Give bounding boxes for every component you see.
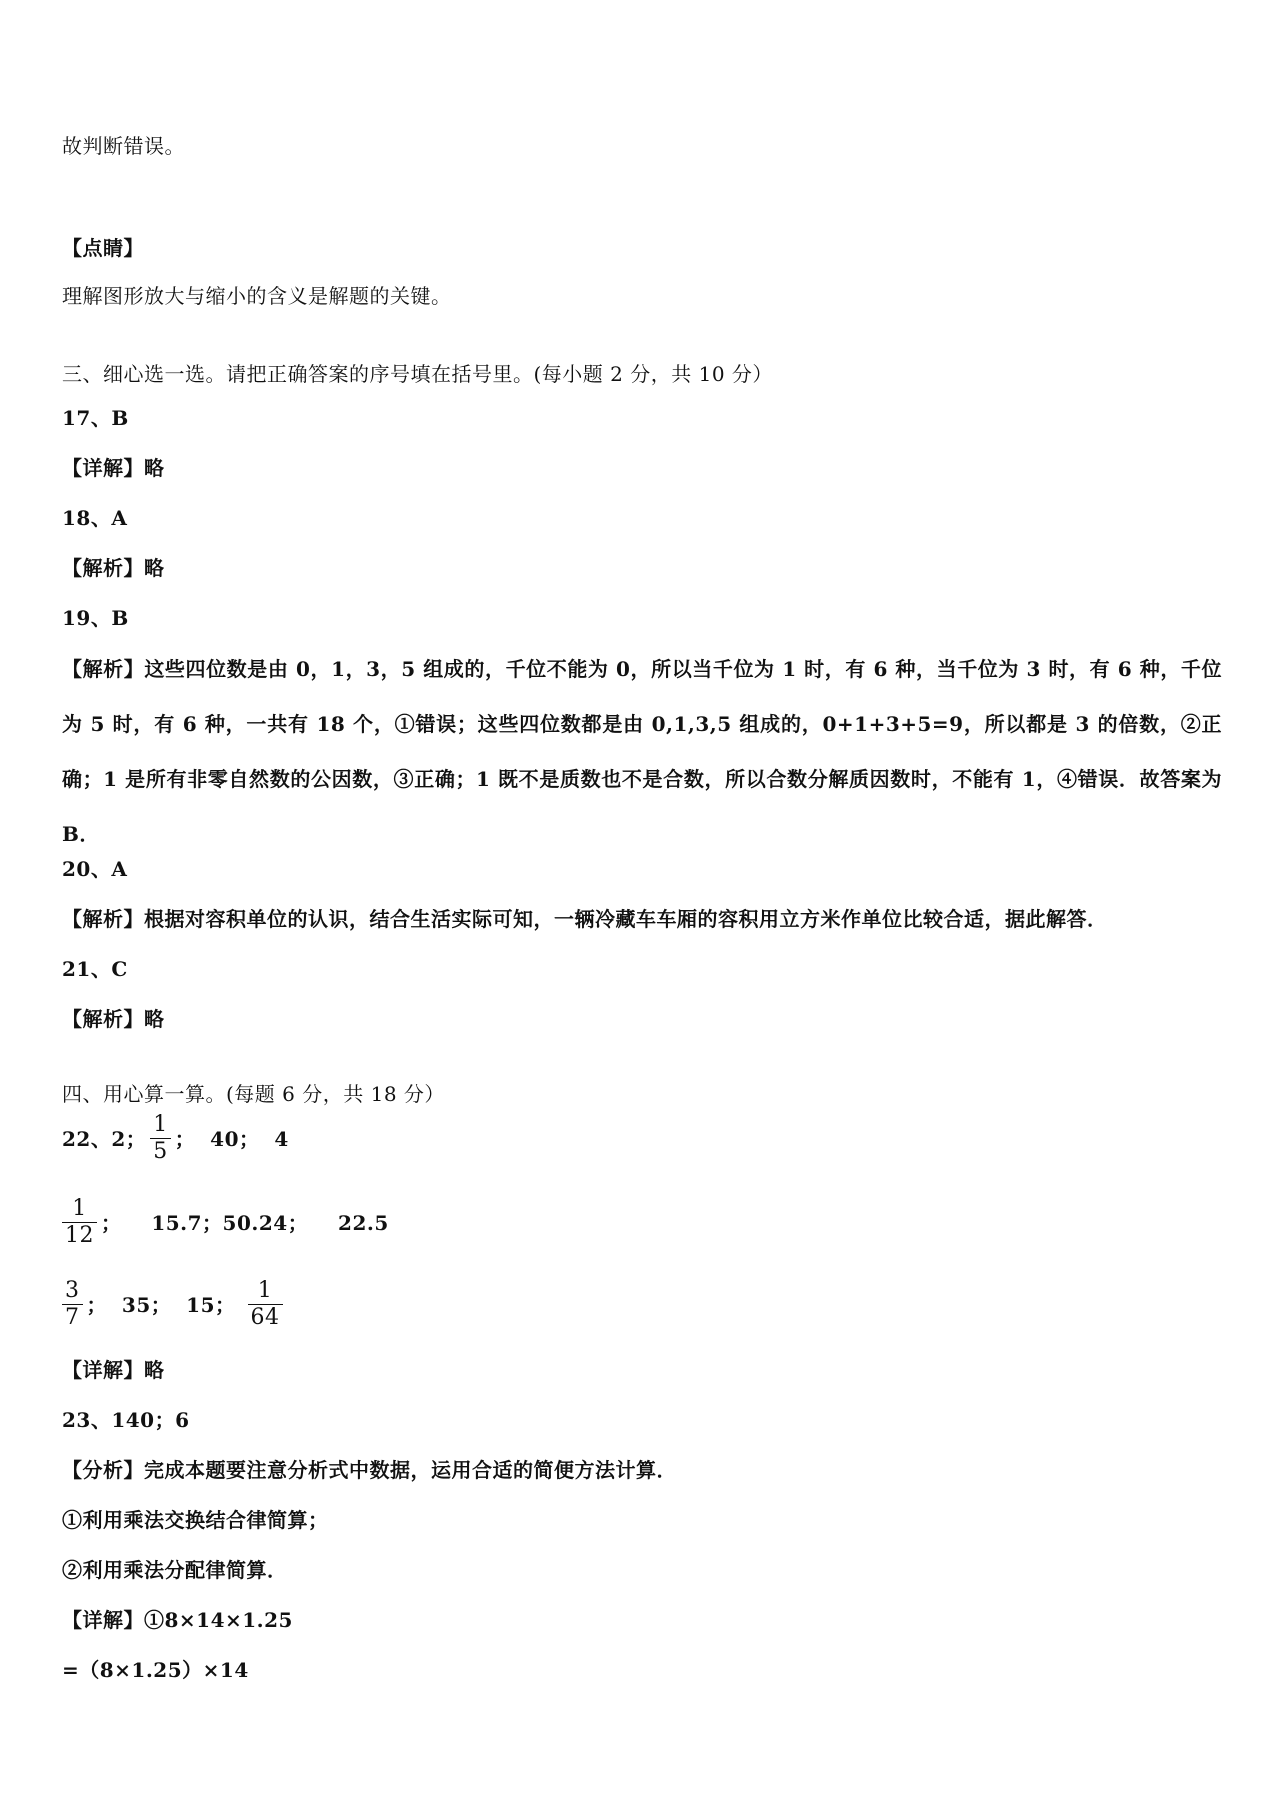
q22-rest1: ； 40； 4 [174, 1126, 289, 1151]
q22-fraction-4-den: 64 [250, 1305, 280, 1330]
q17-note: 【详解】略 [62, 456, 165, 480]
q22-row2 [62, 1196, 389, 1249]
q23-calc: =（8×1.25）×14 [62, 1658, 249, 1682]
q17-answer: 17、B [62, 406, 129, 430]
q21-note: 【解析】略 [62, 1007, 165, 1031]
q22-fraction-4-num: 1 [248, 1278, 283, 1305]
q22-fraction-3 [62, 1278, 83, 1331]
q21-answer: 21、C [62, 957, 128, 981]
q23-answer: 23、140；6 [62, 1408, 190, 1432]
q22-row1 [62, 1112, 289, 1165]
q18-answer: 18、A [62, 506, 128, 530]
section3-title: 三、细心选一选。请把正确答案的序号填在括号里。(每小题 2 分，共 10 分） [62, 362, 773, 386]
q22-fraction-4 [248, 1278, 283, 1331]
q23-detail: 【详解】①8×14×1.25 [62, 1608, 293, 1632]
q22-fraction-1 [150, 1112, 171, 1165]
tip-header: 【点睛】 [62, 236, 144, 260]
q22-row3 [62, 1278, 287, 1331]
q23-step2: ②利用乘法分配律简算． [62, 1558, 288, 1582]
q22-mid3: ； 35； 15； [86, 1292, 236, 1317]
q22-fraction-1-den: 5 [153, 1139, 168, 1164]
q19-answer: 19、B [62, 606, 129, 630]
q23-step1: ①利用乘法交换结合律简算； [62, 1508, 329, 1532]
q22-prefix: 22、2； [62, 1126, 147, 1151]
q22-fraction-2-den: 12 [65, 1223, 94, 1248]
q23-analysis: 【分析】完成本题要注意分析式中数据，运用合适的简便方法计算． [62, 1458, 677, 1482]
q22-fraction-2-num: 1 [62, 1196, 97, 1223]
q22-rest2: ； 15.7；50.24； 22.5 [101, 1210, 389, 1235]
q22-fraction-3-num: 3 [62, 1278, 83, 1305]
tip-text: 理解图形放大与缩小的含义是解题的关键。 [62, 284, 452, 308]
q22-fraction-1-num: 1 [150, 1112, 171, 1139]
q19-analysis: 【解析】这些四位数是由 0，1，3，5 组成的，千位不能为 0，所以当千位为 1 时，有 6 种，当千位为 3 时，有 6 种，千位为 5 时，有 6 种，一共有 18 个，①错误；这些四位数都是由 0,1,3,5 组成的，0+1+3+5=9，所以都是 3 的倍数，②正确；1 是所有非零自然数的公因数，③正确；1 既不是质数也不是合数，所以合数分解质因数时，不能有 1，④错误．故答案为 B． [62, 657, 1222, 846]
section4-title: 四、用心算一算。(每题 6 分，共 18 分） [62, 1082, 445, 1106]
q20-analysis: 【解析】根据对容积单位的认识，结合生活实际可知，一辆冷藏车车厢的容积用立方米作单位比较合适，据此解答． [62, 907, 1108, 931]
q22-fraction-3-den: 7 [65, 1305, 80, 1330]
q22-fraction-2 [62, 1196, 97, 1249]
q18-note: 【解析】略 [62, 556, 165, 580]
conclusion-text: 故判断错误。 [62, 134, 185, 158]
q20-answer: 20、A [62, 857, 128, 881]
q22-note: 【详解】略 [62, 1358, 165, 1382]
